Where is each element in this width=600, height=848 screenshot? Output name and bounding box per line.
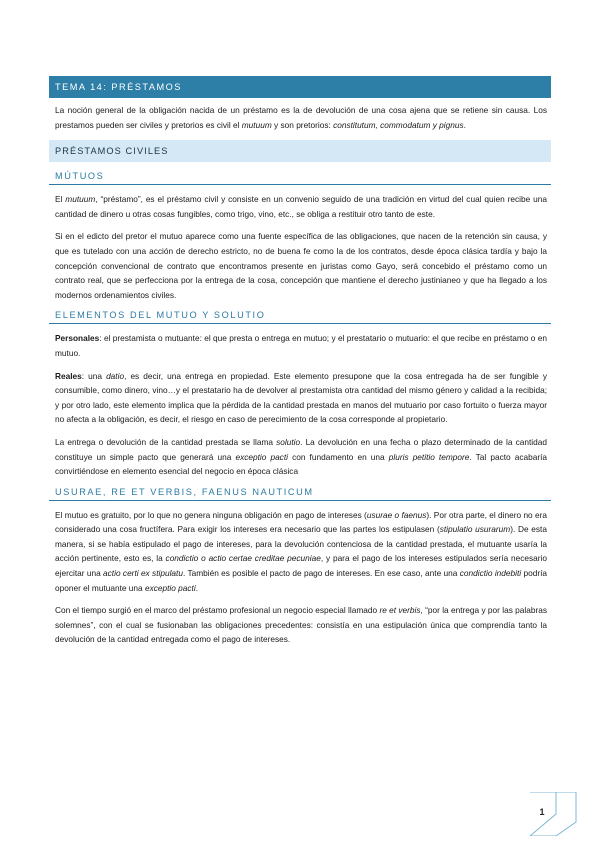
mutuo-paragraph-1: El mutuum, “préstamo”, es el préstamo civil y consiste en un convenio seguido de una tradición en virtud del cual quien recibe una cantidad de dinero u otras cosas fungibles, como trigo, vino, etc., se obliga a restituir otro tanto de este. <box>55 194 547 219</box>
usurae-paragraph-1: El mutuo es gratuito, por lo que no genera ninguna obligación en pago de intereses (usurae o faenus). Por otra parte, el dinero no era considerado una cosa fructífera. Para exigir los intereses era necesario que las partes los estipulasen (stipulatio usurarum). De esta manera, si se había estipulado el pago de intereses, para la devolución contenciosa de la cantidad prestada, el mutuante usaría la acción pertinente, esto es, la condictio o actio certae creditae pecuniae, y para el pago de los intereses estipulados sería necesario ejercitar una actio certi ex stipulatu. También es posible el pacto de pago de intereses. En ese caso, ante una condictio indebiti podría oponer el mutuante una exceptio pacti. <box>55 509 547 593</box>
mutuo-paragraph-2: Si en el edicto del pretor el mutuo aparece como una fuente específica de las obligaciones, que nacen de la retención sin causa, y que es tutelado con una acción de derecho estricto, no de buena fe como la de los contratos, desde época clásica tardía y bajo la concepción convencional de contrato que encontramos presente en juristas como Gayo, será concebido el préstamo como un contrato real, que se perfecciona por la entrega de la cosa, concepción que mantiene el derecho justinianeo y que ha llegado a los modernos ordenamientos civiles. <box>55 231 547 300</box>
subsection-heading-prestamos-civiles: PRÉSTAMOS CIVILES <box>49 140 551 162</box>
heading-mutuos: MÚTUOS <box>49 171 551 185</box>
heading-elementos-mutuo-solutio: ELEMENTOS DEL MUTUO Y SOLUTIO <box>49 310 551 324</box>
section-heading-tema-14: TEMA 14: PRÉSTAMOS <box>49 76 551 98</box>
intro-paragraph: La noción general de la obligación nacida de un préstamo es la de devolución de una cosa ajena que se retiene sin causa. Los prestamos pueden ser civiles y pretorios es civil el mutuum y son pretorios: constitutum, commodatum y pignus. <box>55 105 547 130</box>
usurae-paragraph-2: Con el tiempo surgió en el marco del préstamo profesional un negocio especial llamado re et verbis, “por la entrega y por las palabras solemnes”, con el cual se fusionaban las obligaciones precedentes: consistía en una estipulación única que comprendía tanto la devolución de la cantidad entregada como el pago de intereses. <box>55 605 547 645</box>
page-number-badge <box>528 792 578 836</box>
heading-usurae-re-et-verbis: USURAE, RE ET VERBIS, FAENUS NAUTICUM <box>49 487 551 501</box>
document-page <box>49 76 551 647</box>
page-number: 1 <box>539 807 545 817</box>
personales-paragraph: Personales: el prestamista o mutuante: el que presta o entrega en mutuo; y el prestatario o mutuario: el que recibe en préstamo o en mutuo. <box>55 333 547 358</box>
solutio-paragraph: La entrega o devolución de la cantidad prestada se llama solutio. La devolución en una fecha o plazo determinado de la cantidad constituye un simple pacto que generará una exceptio pacti con fundamento en una pluris petitio tempore. Tal pacto acabaría convirtiéndose en elemento esencial del negocio en época clásica <box>55 436 548 477</box>
reales-paragraph: Reales: una datio, es decir, una entrega en propiedad. Este elemento presupone que la cosa entregada ha de ser fungible y consumible, como dinero, vino…y el prestatario ha de devolver al prestamista otra cantidad del mismo género y calidad a la recibida; y por otro lado, este elemento implica que la pérdida de la cantidad prestada en manos del mutuario por caso fortuito o fuerza mayor no afecta a la obligación, es decir, el riesgo en caso de perecimiento de la cosa corresponde al propietario. <box>55 370 547 425</box>
